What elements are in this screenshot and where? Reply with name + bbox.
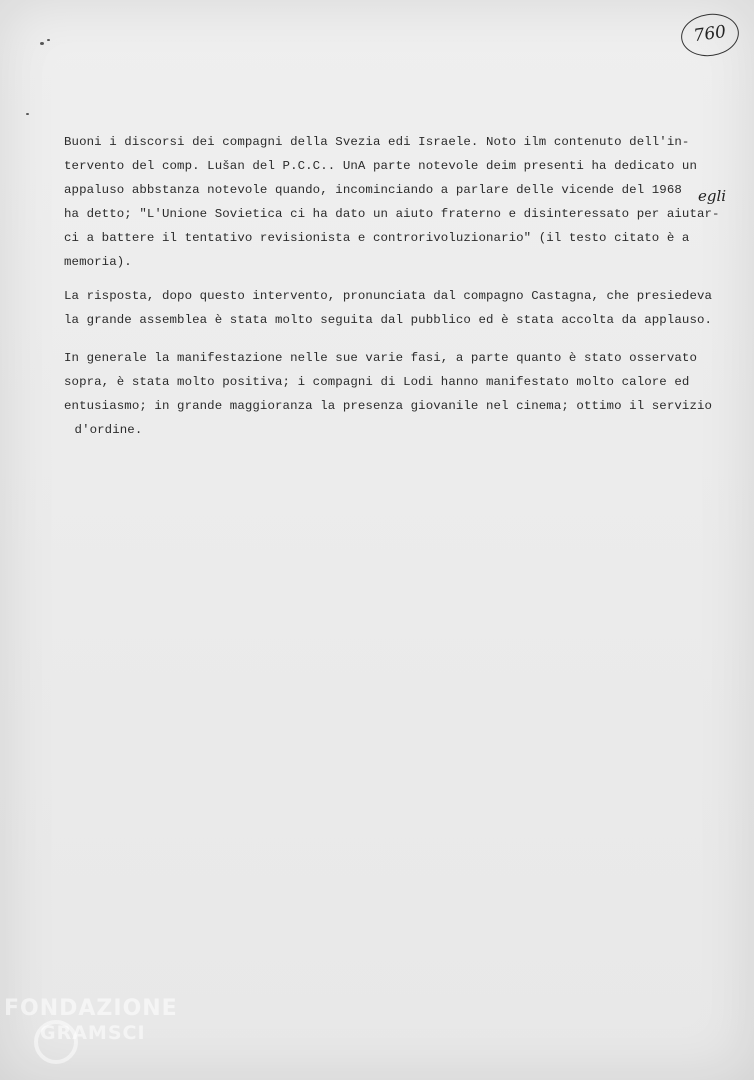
paragraph-2 bbox=[64, 284, 732, 332]
ink-speck bbox=[40, 42, 44, 45]
watermark-ring-icon bbox=[34, 1020, 78, 1064]
typed-report-body bbox=[64, 130, 732, 442]
ink-speck bbox=[26, 113, 29, 115]
text-line: memoria). bbox=[64, 255, 132, 269]
handwritten-margin-note: egli bbox=[698, 187, 727, 205]
watermark-line-2: GRAMSCI bbox=[40, 1022, 146, 1044]
paragraph-3 bbox=[64, 346, 732, 442]
text-line: appaluso abbstanza notevole quando, incominciando a parlare delle vicende del 1968 bbox=[64, 183, 682, 197]
text-line: Buoni i discorsi dei compagni della Svezia edi Israele. Noto ilm contenuto dell'in- bbox=[64, 135, 690, 149]
text-line: ci a battere il tentativo revisionista e controrivoluzionario" (il testo citato è a bbox=[64, 231, 690, 245]
watermark-line-1: FONDAZIONE bbox=[4, 996, 178, 1021]
text-line: la grande assemblea è stata molto seguita dal pubblico ed è stata accolta da applauso. bbox=[64, 313, 713, 327]
page-number-stamp: 760 bbox=[678, 10, 741, 60]
text-line: tervento del comp. Lušan del P.C.C.. UnA parte notevole deim presenti ha dedicato un bbox=[64, 159, 697, 173]
text-line: La risposta, dopo questo intervento, pronunciata dal compagno Castagna, che presiedeva bbox=[64, 289, 713, 303]
text-line: entusiasmo; in grande maggioranza la presenza giovanile nel cinema; ottimo il servizio bbox=[64, 399, 713, 413]
ink-speck bbox=[47, 39, 50, 41]
archive-watermark-logo bbox=[4, 996, 194, 1076]
text-line: d'ordine. bbox=[67, 423, 143, 437]
paragraph-1 bbox=[64, 130, 732, 274]
text-line: sopra, è stata molto positiva; i compagni di Lodi hanno manifestato molto calore ed bbox=[64, 375, 690, 389]
text-line: ha detto; "L'Unione Sovietica ci ha dato un aiuto fraterno e disinteressato per aiutar- bbox=[64, 207, 720, 221]
text-line: In generale la manifestazione nelle sue varie fasi, a parte quanto è stato osservato bbox=[64, 351, 697, 365]
